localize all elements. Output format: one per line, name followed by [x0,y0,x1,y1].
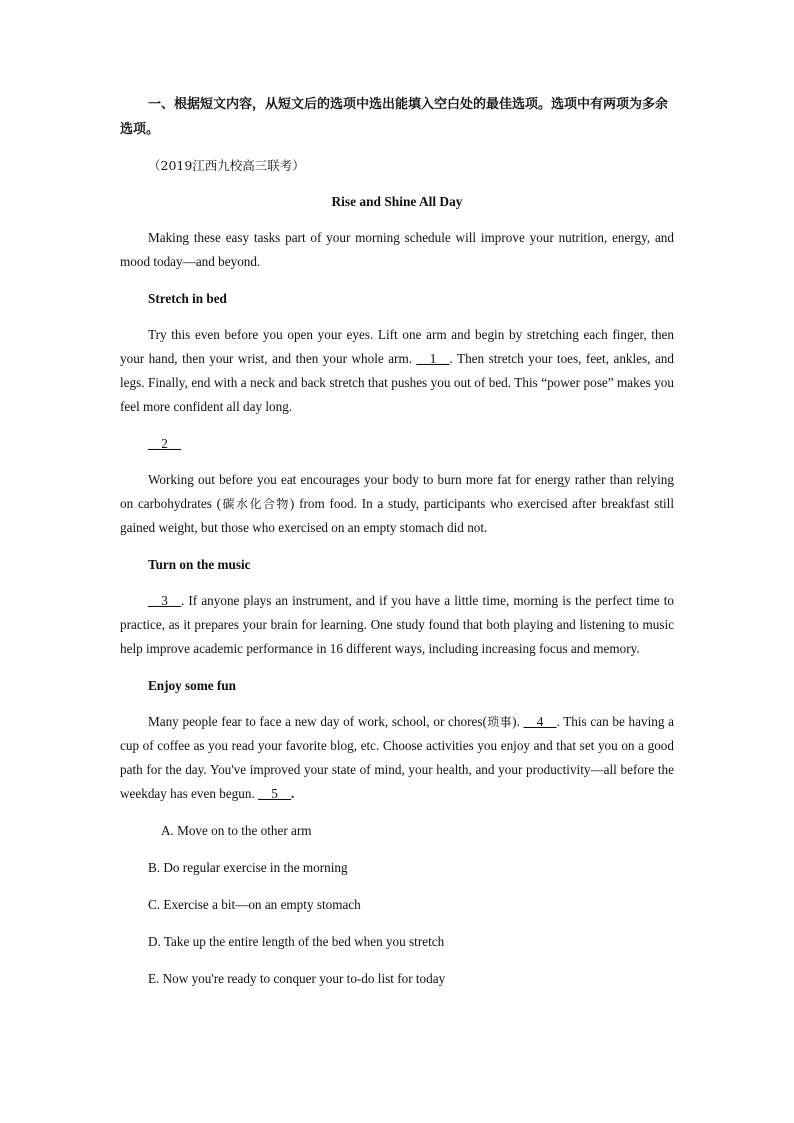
option-a: A. Move on to the other arm [161,823,312,838]
passage-title: Rise and Shine All Day [331,194,463,209]
option-e: E. Now you're ready to conquer your to-do list for today [148,971,446,986]
blank-5: __5__ [258,786,292,801]
paragraph-fun-text-a: Many people fear to face a new day of work, school, or chores( [148,714,487,729]
blank-1: __1__ [416,351,450,366]
option-c: C. Exercise a bit—on an empty stomach [148,897,361,912]
instruction-text: 一、根据短文内容，从短文后的选项中选出能填入空白处的最佳选项。选项中有两项为多余选项。 [120,97,669,137]
intro-paragraph: Making these easy tasks part of your morning schedule will improve your nutrition, energy, and mood today—and beyond. [120,230,674,269]
paragraph-fun-text-b: ). [512,714,524,729]
worksheet-page [120,92,674,991]
paragraph-music [120,589,674,661]
section-heading-blank-2 [120,432,674,456]
blank-3: __3__ [148,593,181,608]
paragraph-exercise-text-a: Working out before you eat encourages your body to burn more fat for energy rather than relying on carbohydrates ( [120,472,674,511]
blank-2: __2__ [148,436,181,451]
section-heading-stretch: Stretch in bed [148,291,227,306]
section-heading-music: Turn on the music [148,557,251,572]
chinese-term-chores: 琐事 [486,715,513,729]
paragraph-exercise-text-b: ) from food. In a study, participants who exercised after breakfast still gained weight, but those who exercised on an empty stomach did not. [120,496,674,535]
paragraph-stretch-text-b: . Then stretch your toes, feet, ankles, and legs. Finally, end with a neck and back stretch that pushes you out of bed. This “power pose” makes you feel more confident all day long. [120,351,674,414]
section-heading-fun: Enjoy some fun [148,678,236,693]
source-label: （2019江西九校高三联考） [148,158,305,173]
paragraph-fun-text-d: . [291,786,295,801]
paragraph-stretch [120,323,674,419]
paragraph-exercise [120,468,674,540]
paragraph-fun-text-c: . This can be having a cup of coffee as you read your favorite blog, etc. Choose activities you enjoy and that set you on a good path for the day. You've improved your state of mind, your health, and your productivity—all before the weekday has even begun. [120,714,674,801]
paragraph-fun [120,710,674,806]
paragraph-music-text: . If anyone plays an instrument, and if you have a little time, morning is the perfect time to practice, as it prepares your brain for learning. One study found that both playing and listening to music help improve academic performance in 16 different ways, including increasing focus and memory. [120,593,674,656]
option-d: D. Take up the entire length of the bed when you stretch [148,934,445,949]
paragraph-stretch-text-a: Try this even before you open your eyes. Lift one arm and begin by stretching each finger, then your hand, then your wrist, and then your whole arm. [120,327,674,366]
option-b: B. Do regular exercise in the morning [148,860,348,875]
blank-4: __4__ [523,714,557,729]
chinese-term-carbohydrates: 碳水化合物 [221,497,290,511]
